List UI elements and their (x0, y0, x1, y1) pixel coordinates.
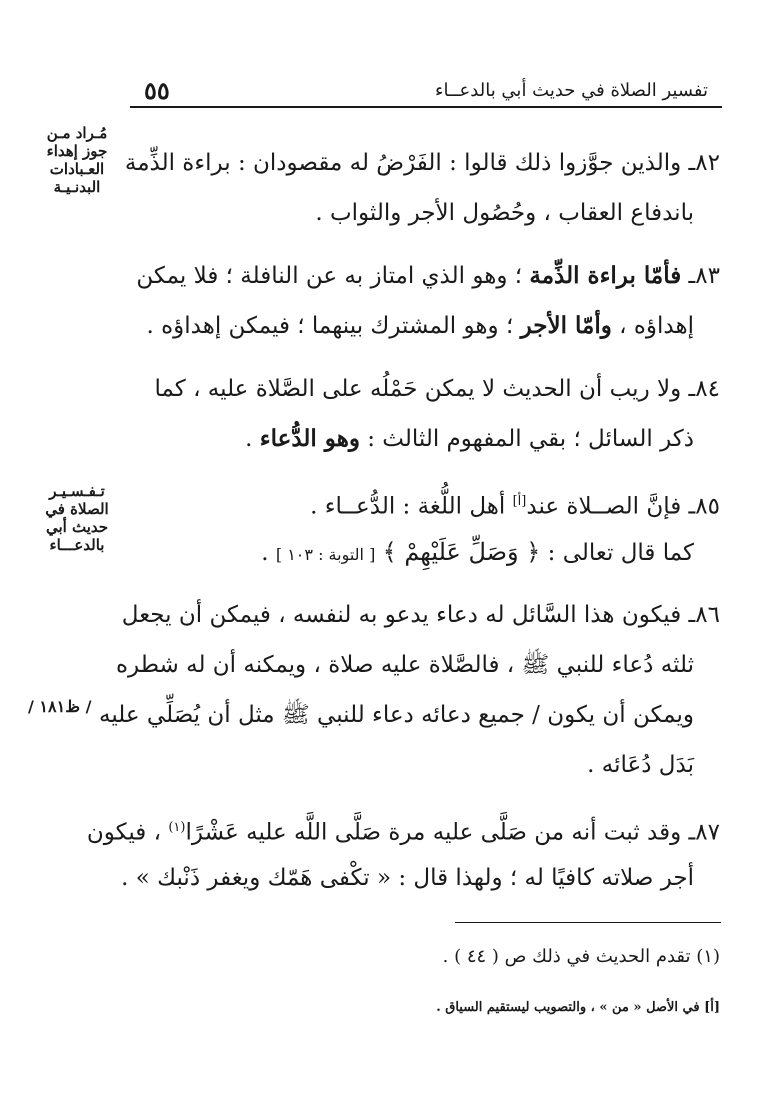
margin-note-donation (28, 124, 126, 196)
paragraph-84 (130, 364, 720, 464)
text-span: ، فيكون (86, 819, 169, 846)
paragraph-87 (86, 803, 720, 903)
body-text (86, 138, 720, 903)
text-span: . (261, 540, 276, 566)
text-line: ٨٢ـ والذين جوَّزوا ذلك قالوا : الفَرْضُ له مقصودان : براءة الذِّمة (124, 150, 720, 176)
footnote-marker: (١) (168, 820, 186, 835)
margin-note-line: الصلاة في (45, 500, 109, 518)
footnote-rule (455, 922, 721, 923)
editorial-note: [أ] في الأصل « من » ، والتصويب ليستقيم السياق . (436, 1000, 720, 1015)
text-line: ٨٦ـ فيكون هذا السَّائل له دعاء يدعو به لنفسه ، فيمكن أن يجعل (121, 602, 720, 628)
text-span: ؛ وهو الذي امتاز به عن النافلة ؛ فلا يمكن (136, 263, 530, 289)
text-span: كما قال تعالى : (540, 540, 694, 566)
text-span: . (245, 426, 260, 452)
paragraph-86 (98, 590, 720, 790)
margin-note-interpretation (28, 482, 126, 554)
text-line: باندفاع العقاب ، وحُصُول الأجر والثواب . (315, 200, 694, 226)
text-line: ويمكن أن يكون / جميع دعائه دعاء للنبي ﷺ مثل أن يُصَلِّي عليه (98, 702, 694, 728)
text-span: أهل اللُّغة : الدُّعــاء . (310, 493, 513, 520)
quran-verse: ﴿ وَصَلِّ عَلَيْهِمْ ﴾ (382, 538, 541, 566)
running-title: تفسير الصلاة في حديث أبي بالدعــاء (435, 80, 708, 101)
text-span: ٨٧ـ وقد ثبت أنه من صَلَّى عليه مرة صَلَّى اللَّه عليه عَشْرًا (185, 819, 720, 846)
text-line (130, 527, 720, 577)
text-line (86, 803, 720, 853)
folio-marker: / ظ١٨١ / (28, 697, 92, 716)
margin-note-line: تـفـسـيـر (49, 482, 105, 500)
margin-note-line: مُـراد مـن (46, 124, 108, 142)
text-span: ذكر السائل ؛ بقي المفهوم الثالث : (359, 426, 694, 452)
text-line (130, 477, 720, 527)
header-rule (130, 106, 722, 108)
paragraph-number: ٨٣ـ (681, 263, 720, 289)
text-line (130, 251, 720, 301)
paragraph-85 (130, 477, 720, 577)
margin-note-line: حديث أبي (45, 518, 109, 536)
text-span: ؛ وهو المشترك بينهما ؛ فيمكن إهداؤه . (146, 313, 521, 339)
text-line: بَدَل دُعَائه . (587, 752, 694, 778)
verse-reference: [ التوبة : ١٠٣ ] (275, 545, 376, 564)
margin-note-line: بالدعـــاء (49, 536, 105, 554)
text-line (130, 414, 720, 464)
margin-note-line: جوز إهداء (46, 142, 108, 160)
text-span: إهداؤه ، (611, 313, 694, 339)
paragraph-83 (130, 251, 720, 351)
bold-phrase: وأمّا الأجر (520, 312, 612, 339)
text-span: ٨٥ـ فإنَّ الصــلاة عند (526, 493, 720, 520)
margin-note-line: العـبادات (49, 160, 105, 178)
endnote-marker: [أ] (512, 494, 527, 509)
text-line: ٨٤ـ ولا ريب أن الحديث لا يمكن حَمْلُه على الصَّلاة عليه ، كما (154, 376, 720, 402)
text-line: أجر صلاته كافيًا له ؛ ولهذا قال : « تكْفى هَمّك ويغفر ذَنْبك » . (121, 865, 694, 891)
bold-phrase: فأمّا براءة الذِّمة (529, 262, 682, 289)
page-number: ٥٥ (144, 76, 170, 105)
page-header (130, 74, 720, 108)
paragraph-82 (124, 138, 720, 238)
text-line (130, 301, 720, 351)
text-line: ثلثه دُعاء للنبي ﷺ ، فالصَّلاة عليه صلاة ، ويمكنه أن له شطره (115, 652, 694, 678)
footnote-1: (١) تقدم الحديث في ذلك ص ( ٤٤ ) . (442, 946, 720, 967)
bold-phrase: وهو الدُّعاء (259, 425, 360, 452)
margin-note-line: البدنـيـة (53, 178, 101, 196)
